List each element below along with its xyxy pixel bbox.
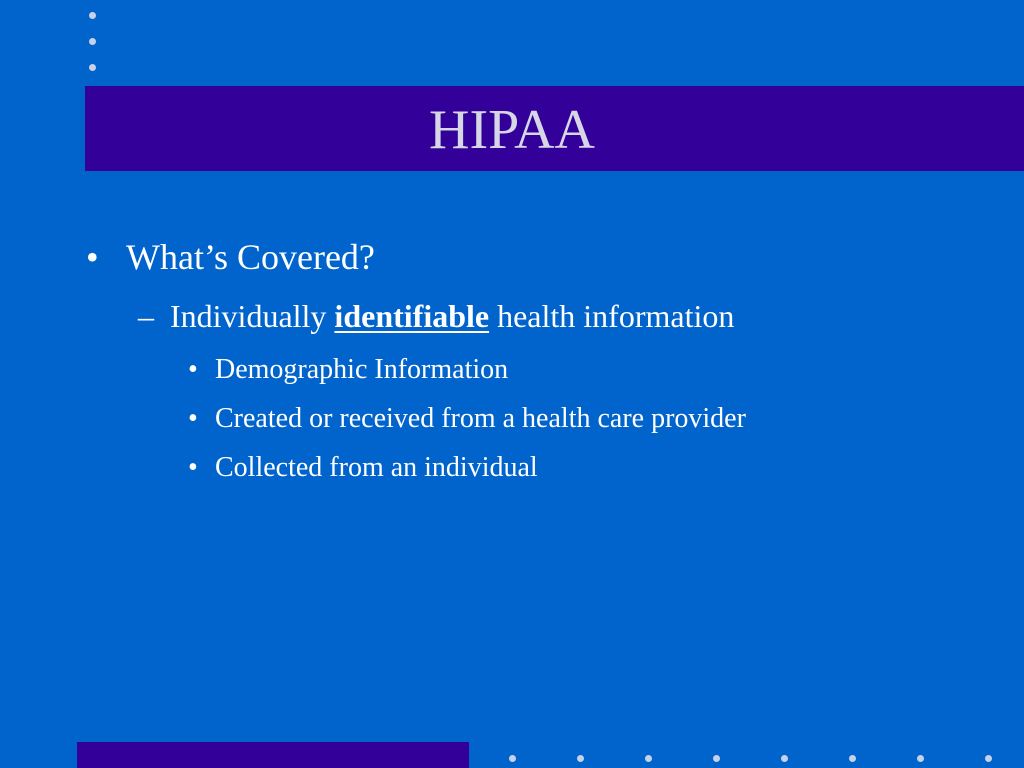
slide-title: HIPAA	[429, 99, 595, 161]
bullet-marker: •	[86, 237, 99, 277]
decorative-dot	[645, 755, 652, 762]
decorative-dot	[713, 755, 720, 762]
bullet-level2	[138, 295, 734, 337]
decorative-dot	[917, 755, 924, 762]
bullet-text: What’s Covered?	[126, 237, 375, 277]
bullet-level3	[188, 401, 746, 437]
footer-band	[77, 742, 469, 768]
emphasized-term: identifiable	[334, 298, 490, 334]
decorative-dot	[509, 755, 516, 762]
bullet-marker: •	[188, 403, 198, 434]
bullet-text: Demographic Information	[215, 354, 509, 385]
bullet-text-before: Individually	[170, 298, 335, 334]
bullet-level1	[86, 234, 375, 280]
bullet-text: Collected from an individual	[215, 452, 538, 483]
decorative-dot	[781, 755, 788, 762]
decorative-dot	[89, 64, 96, 71]
bullet-text-after: health information	[489, 298, 735, 334]
decorative-dot	[577, 755, 584, 762]
decorative-dot	[985, 755, 992, 762]
bullet-level3	[188, 352, 508, 388]
dash-marker: –	[138, 298, 154, 334]
bullet-marker: •	[188, 452, 198, 483]
bullet-text: Created or received from a health care provider	[215, 403, 746, 434]
decorative-dot	[89, 38, 96, 45]
decorative-dot	[849, 755, 856, 762]
bullet-text	[170, 295, 734, 337]
decorative-dot	[89, 12, 96, 19]
bullet-level3	[188, 450, 538, 486]
bullet-marker: •	[188, 354, 198, 385]
